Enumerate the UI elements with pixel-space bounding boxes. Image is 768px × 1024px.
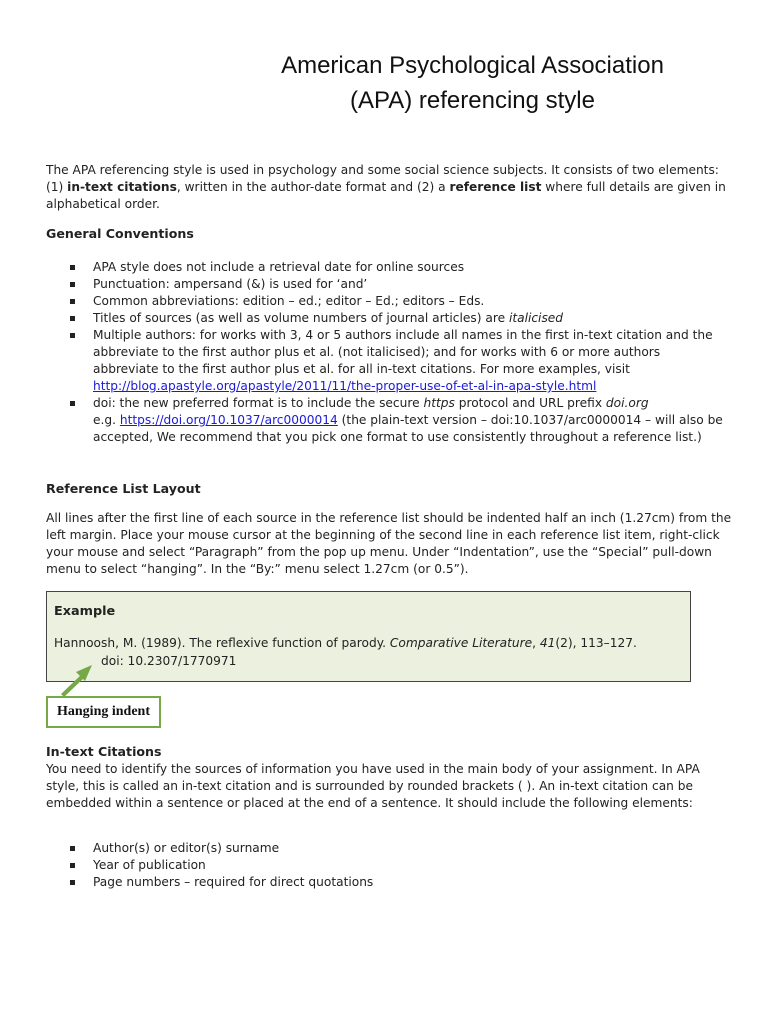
example-title: Example xyxy=(54,604,116,619)
hanging-indent-callout: Hanging indent xyxy=(46,696,161,728)
journal-title: Comparative Literature xyxy=(389,636,533,650)
example-reference-line: Hannoosh, M. (1989). The reflexive function of parody. Comparative Literature, 41(2), 113–127. xyxy=(54,636,637,650)
journal-volume: 41 xyxy=(539,636,556,650)
title-line-1: American Psychological Association xyxy=(281,52,664,79)
doi-org-italic: doi.org xyxy=(605,396,649,410)
doi-example-link[interactable]: https://doi.org/10.1037/arc0000014 xyxy=(119,413,338,427)
intro-text-3: where full details are given in alphabetical order. xyxy=(46,180,726,211)
https-italic: https xyxy=(423,396,455,410)
reference-list-layout-paragraph: All lines after the first line of each source in the reference list should be indented half an inch (1.27cm) from the left margin. Place your mouse cursor at the beginning of the second line in each reference list item, right-click your mouse and select “Paragraph” from the pop up menu. Under “Indentation”, use the “Special” pull-down menu to select “hanging”. In the “By:” menu select 1.27cm (or 0.5”). xyxy=(46,511,732,576)
reference-list-layout-heading: Reference List Layout xyxy=(46,481,201,496)
in-text-elements-list xyxy=(46,840,726,891)
general-conventions-heading: General Conventions xyxy=(46,226,194,241)
list-item: Multiple authors: for works with 3, 4 or 5 authors include all names in the first in-text citation and the abbreviate to the first author plus et al. (not italicised); and for works with 6 or more authors abbreviate to the first author plus et al. for all in-text citations. For more examples, visit http://blog.apastyle.org/apastyle/2011/11/the-proper-use-of-et-al-in-apa-style.html xyxy=(46,327,726,395)
list-item: Titles of sources (as well as volume numbers of journal articles) are italicised xyxy=(46,310,726,327)
list-item: Page numbers – required for direct quotations xyxy=(46,874,726,891)
list-item: APA style does not include a retrieval date for online sources xyxy=(46,259,726,276)
title-line-2: (APA) referencing style xyxy=(350,87,595,114)
in-text-citations-heading: In-text Citations xyxy=(46,744,162,759)
intro-bold-in-text-citations: in-text citations xyxy=(67,180,177,194)
list-item: Common abbreviations: edition – ed.; editor – Ed.; editors – Eds. xyxy=(46,293,726,310)
italicised-word: italicised xyxy=(508,311,564,325)
intro-text-2: , written in the author-date format and (2) a xyxy=(176,180,450,194)
list-item: Punctuation: ampersand (&) is used for ‘and’ xyxy=(46,276,726,293)
in-text-citations-paragraph: You need to identify the sources of information you have used in the main body of your assignment. In APA style, this is called an in-text citation and is surrounded by rounded brackets ( ). An in-text citation can be embedded within a sentence or placed at the end of a sentence. It should include the following elements: xyxy=(46,762,700,810)
et-al-article-link[interactable]: http://blog.apastyle.org/apastyle/2011/11/the-proper-use-of-et-al-in-apa-style.html xyxy=(93,379,597,393)
list-item: Year of publication xyxy=(46,857,726,874)
intro-bold-reference-list: reference list xyxy=(449,180,542,194)
list-item: Author(s) or editor(s) surname xyxy=(46,840,726,857)
example-doi-line: doi: 10.2307/1770971 xyxy=(101,654,237,668)
intro-text-1: The APA referencing style is used in psychology and some social science subjects. It consists of two elements: (1) xyxy=(46,163,719,194)
list-item: doi: the new preferred format is to include the secure https protocol and URL prefix doi.org e.g. https://doi.org/10.1037/arc0000014 (the plain-text version – doi:10.1037/arc0000014 – will also be accepted, We recommend that you pick one format to use consistently throughout a reference list.) xyxy=(46,395,726,446)
